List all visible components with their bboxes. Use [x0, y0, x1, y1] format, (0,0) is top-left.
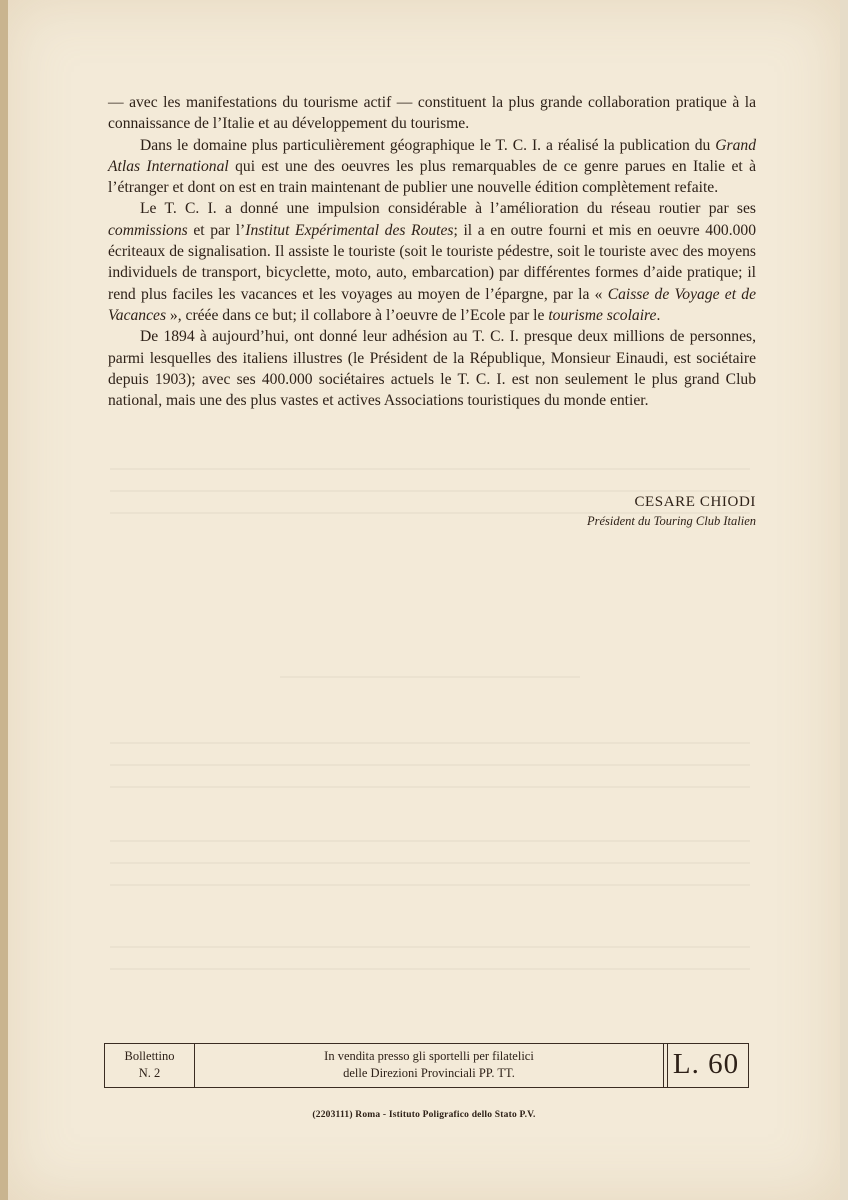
- paragraph-3-text: et par l’: [187, 221, 246, 239]
- show-through-line: [110, 840, 750, 842]
- paragraph-1: — avec les manifestations du tourisme actif — constituent la plus grande collaboration pratique à la connaissance de l’Italie et au développement du tourisme.: [108, 94, 756, 133]
- sale-info-line-2: delle Direzioni Provinciali PP. TT.: [343, 1066, 515, 1080]
- bulletin-number: N. 2: [138, 1066, 161, 1080]
- paragraph-2: [108, 135, 756, 199]
- printer-imprint: (2203111) Roma - Istituto Poligrafico dello Stato P.V.: [312, 1110, 536, 1120]
- sale-info-cell: [195, 1044, 663, 1087]
- tourisme-scolaire-term: tourisme scolaire: [548, 306, 657, 324]
- paragraph-4: De 1894 à aujourd’hui, ont donné leur adhésion au T. C. I. presque deux millions de personnes, parmi lesquelles des italiens illustres (le Président de la République, Monsieur Einaudi, est sociétaire depuis 1903); avec ses 400.000 sociétaires actuels le T. C. I. est non seulement le plus grand Club national, mais une des plus vastes et actives Associations touristiques du monde entier.: [108, 328, 756, 410]
- show-through-line: [280, 676, 580, 678]
- paragraph-3-text: .: [656, 306, 661, 324]
- institute-name: Institut Expérimental des Routes: [245, 221, 454, 239]
- paragraph-3-text: ; il a en outre fourni et mis en oeuvre 400.000 écriteaux de signalisation. Il assiste le touriste (soit le touriste pédestre, soit le touriste avec des moyens individuels de transport, bicyclette, moto, auto, embarcation) par différentes formes d’aide pratique; il rend plus faciles les vacances et les voyages au moyen de l’épargne, par la «: [108, 221, 756, 303]
- paragraph-3-text: Le T. C. I. a donné une impulsion considérable à l’amélioration du réseau routier par ses: [140, 200, 756, 218]
- paragraph-3-text: », créée dans ce but; il collabore à l’oeuvre de l’Ecole par le: [166, 306, 549, 324]
- paragraph-2-text: Dans le domaine plus particulièrement géographique le T. C. I. a réalisé la publication du: [140, 136, 716, 154]
- show-through-line: [110, 786, 750, 788]
- footer-box: [104, 1043, 749, 1088]
- signatory-name: CESARE CHIODI: [634, 494, 756, 510]
- show-through-line: [110, 742, 750, 744]
- show-through-line: [110, 946, 750, 948]
- bulletin-label: Bollettino: [124, 1049, 175, 1063]
- signatory-title: Président du Touring Club Italien: [587, 514, 756, 528]
- show-through-line: [110, 862, 750, 864]
- signature-block: [587, 492, 756, 530]
- body-text: [108, 92, 756, 411]
- page-right-edge: [840, 0, 848, 1200]
- bulletin-cell: [105, 1044, 195, 1087]
- page-left-edge: [0, 0, 8, 1200]
- price: L. 60: [672, 1048, 740, 1080]
- show-through-line: [110, 968, 750, 970]
- price-cell: [663, 1044, 748, 1087]
- atlas-title: Grand Atlas International: [108, 136, 756, 175]
- paragraph-3: [108, 198, 756, 326]
- show-through-line: [110, 764, 750, 766]
- show-through-line: [110, 884, 750, 886]
- paragraph-2-text: qui est une des oeuvres les plus remarquables de ce genre parues en Italie et à l’étranger et dont on est en train maintenant de publier une nouvelle édition complètement refaite.: [108, 157, 756, 197]
- show-through-line: [110, 468, 750, 470]
- commissions-term: commissions: [108, 221, 188, 239]
- sale-info-line-1: In vendita presso gli sportelli per filatelici: [324, 1049, 534, 1063]
- caisse-name: Caisse de Voyage et de Vacances: [108, 285, 756, 324]
